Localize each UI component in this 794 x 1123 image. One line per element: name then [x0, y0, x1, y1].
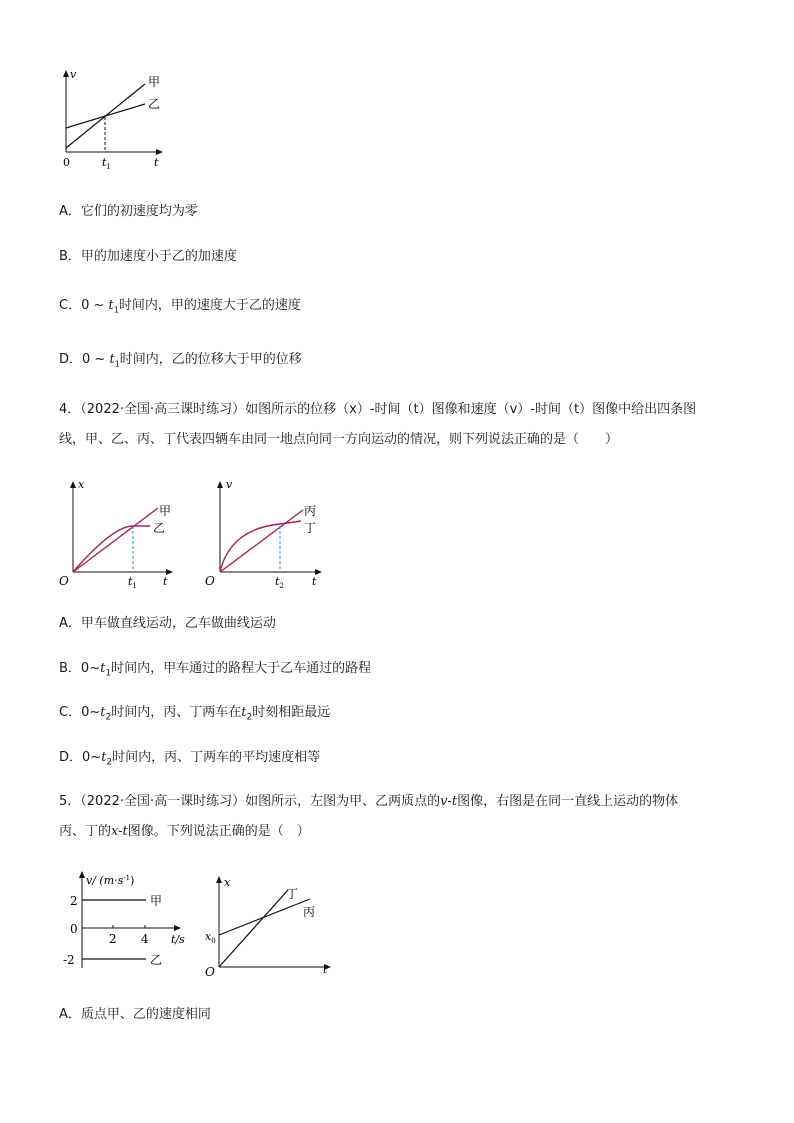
option-letter: A． — [59, 616, 81, 631]
label-jia: 甲 — [148, 75, 161, 89]
option-letter: A． — [59, 1007, 81, 1022]
option-letter: D． — [59, 750, 83, 765]
x-axis-label: t — [312, 575, 317, 588]
math-var: t — [100, 661, 106, 676]
q5-xt-graph — [200, 870, 335, 978]
option-text: 时间内，甲车通过的路程大于乙车通过的路程 — [111, 661, 372, 676]
math-sub: 2 — [246, 712, 253, 723]
curve-bing — [220, 510, 303, 572]
x-axis-label: t — [323, 963, 328, 976]
x0-label: $x_0$ — [205, 930, 216, 945]
y-neg-2: -2 — [63, 953, 75, 967]
math-range: 0~ — [82, 750, 102, 765]
q4-stem-line2: 线，甲、乙、丙、丁代表四辆车由同一地点向同一方向运动的情况，则下列说法正确的是（ ） — [59, 432, 619, 447]
stem-text: 图像。下列说法正确的是（ ） — [127, 824, 310, 839]
label-jia: 甲 — [150, 894, 163, 908]
option-letter: A． — [59, 204, 81, 219]
math-sub: 2 — [106, 757, 113, 768]
tick-label-2: 2 — [109, 932, 117, 946]
math-range: 0~ — [80, 661, 101, 676]
t2-label: $t_2$ — [275, 575, 284, 589]
curve-yi — [73, 526, 150, 572]
q5-stem-line2 — [59, 823, 310, 841]
option-text: 质点甲、乙的速度相同 — [80, 1007, 211, 1022]
q5-option-a[interactable] — [59, 1006, 211, 1024]
stem-text: 图像，右图是在同一直线上运动的物体 — [457, 794, 679, 809]
y-axis-label: x — [224, 876, 231, 889]
q4-option-d[interactable] — [59, 749, 320, 772]
q3-option-b[interactable] — [59, 248, 237, 266]
label-ding: 丁 — [286, 887, 299, 901]
option-letter: C． — [59, 705, 82, 720]
option-text: 甲车做直线运动，乙车做曲线运动 — [80, 616, 276, 631]
label-bing: 丙 — [304, 504, 317, 518]
q4-stem-line1: 4．（2022·全国·高三课时练习）如图所示的位移（x）-时间（t）图像和速度（v）-时间（t）图像中给出四条图 — [59, 402, 697, 417]
y-pos-2: 2 — [70, 894, 78, 908]
t1-label: $t_1$ — [102, 156, 111, 170]
option-letter: B． — [59, 249, 81, 264]
stem-text: 丙、丁的 — [59, 824, 112, 839]
x-axis-label: t/s — [171, 933, 185, 946]
q5-stem-line1 — [59, 793, 678, 811]
q5-vt-graph — [58, 866, 198, 972]
line-ding — [219, 890, 288, 967]
y-axis-label: v/ $(m\cdot s^{-1})$ — [86, 874, 135, 887]
origin-label: O — [205, 965, 215, 978]
tick-label-4: 4 — [141, 932, 149, 946]
math-range: 0~ — [81, 705, 101, 720]
label-jia: 甲 — [159, 504, 172, 518]
q4-option-c[interactable] — [59, 704, 330, 727]
math-var: t — [101, 750, 107, 765]
y-zero: 0 — [70, 922, 78, 936]
option-text: 甲的加速度小于乙的加速度 — [80, 249, 237, 264]
math-var: t — [109, 352, 115, 367]
math-sub: 1 — [113, 305, 119, 315]
option-text: 时刻相距最远 — [252, 705, 331, 720]
x-axis-label: t — [154, 156, 159, 169]
option-letter: B． — [59, 661, 81, 676]
origin-label: O — [59, 574, 69, 588]
math-range: 0 ~ — [81, 298, 109, 313]
option-text: 时间内，甲的速度大于乙的速度 — [118, 298, 301, 313]
option-text: 时间内，乙的位移大于甲的位移 — [119, 352, 302, 367]
option-letter: C． — [59, 298, 82, 313]
q4-xt-graph — [55, 474, 185, 589]
math-range: 0 ~ — [82, 352, 110, 367]
option-text: 时间内，丙、丁两车的平均速度相等 — [112, 750, 321, 765]
math-sub: 2 — [105, 712, 112, 723]
label-ding: 丁 — [304, 521, 317, 535]
math-var: t — [100, 705, 106, 720]
label-yi: 乙 — [150, 953, 163, 967]
q3-option-a[interactable] — [59, 203, 198, 221]
x-axis-label: t — [163, 575, 168, 588]
origin-label: 0 — [63, 156, 70, 169]
option-text: 它们的初速度均为零 — [80, 204, 198, 219]
math-sub: 1 — [105, 668, 112, 679]
math-var: t — [241, 705, 247, 720]
q3-option-d[interactable] — [59, 351, 302, 374]
y-axis-label: v — [226, 478, 233, 491]
q3-vt-graph — [50, 62, 180, 170]
math-var: x-t — [111, 824, 128, 839]
q4-option-b[interactable] — [59, 660, 371, 683]
origin-label: O — [205, 574, 215, 588]
curve-jia — [73, 508, 158, 572]
y-axis-label: v — [70, 68, 77, 81]
q4-option-a[interactable] — [59, 615, 276, 633]
math-var: v-t — [440, 794, 458, 809]
t1-label: $t_1$ — [128, 575, 137, 589]
line-bing — [219, 899, 310, 935]
label-yi: 乙 — [153, 521, 166, 535]
label-yi: 乙 — [148, 97, 161, 111]
label-bing: 丙 — [303, 905, 316, 919]
math-var: t — [108, 298, 114, 313]
option-letter: D． — [59, 352, 83, 367]
math-sub: 1 — [114, 359, 120, 369]
q3-option-c[interactable] — [59, 297, 301, 320]
stem-text: 5．（2022·全国·高一课时练习）如图所示，左图为甲、乙两质点的 — [59, 794, 441, 809]
q4-vt-graph — [200, 474, 335, 589]
option-text: 时间内，丙、丁两车在 — [111, 705, 242, 720]
y-axis-label: x — [78, 478, 85, 491]
curve-ding — [220, 521, 301, 572]
